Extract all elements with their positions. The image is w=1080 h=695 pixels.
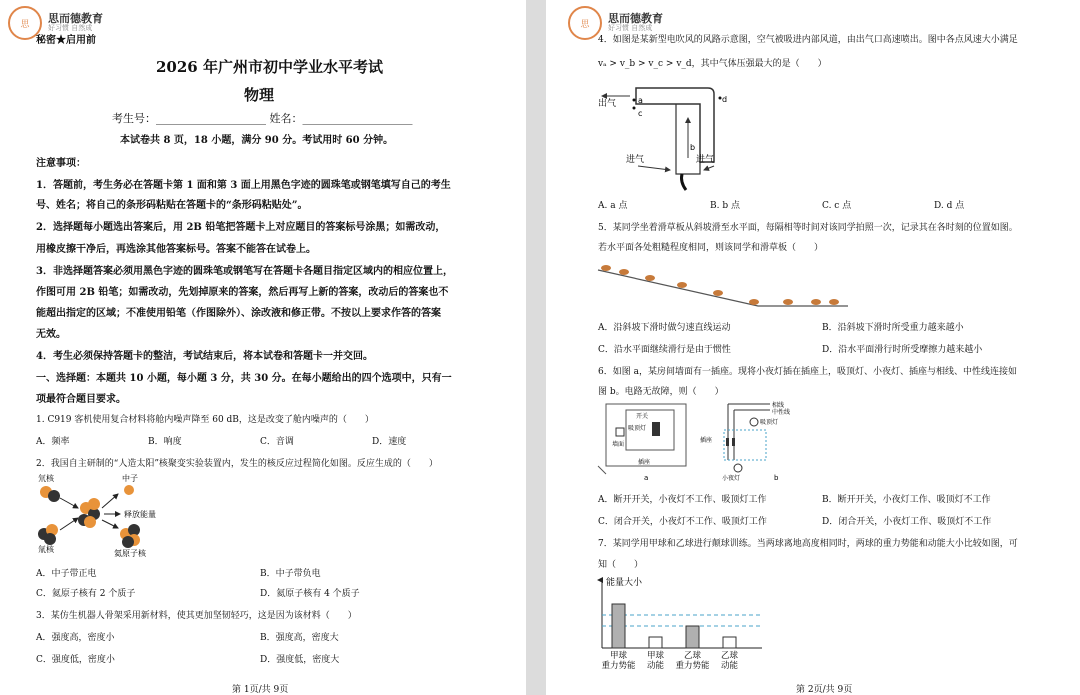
inlet-label-1: 进气	[626, 155, 645, 165]
point-a-label: a	[638, 96, 643, 105]
question-4-formula: vₐ > v_b > v_c > v_d，其中气体压强最大的是（ ）	[598, 59, 827, 69]
point-b-label: b	[690, 143, 696, 152]
option-b: B. b 点	[710, 201, 740, 211]
question-6: 6．如图 a，某房间墙面有一插座。现将小夜灯插在插座上，吸顶灯、小夜灯、插座与相线、中性线连接如	[598, 367, 1017, 377]
energy-label: 释放能量	[124, 510, 156, 519]
note-line: 无效。	[36, 329, 66, 340]
switch-label: 开关	[636, 413, 649, 420]
chart-category-label: 动能	[720, 661, 739, 671]
logo-tagline: 好习惯 自然成	[608, 24, 653, 32]
option-a: A．沿斜坡下滑时做匀速直线运动	[598, 323, 731, 333]
wall-label: 墙面	[612, 441, 625, 448]
page-gap	[526, 0, 546, 695]
fusion-reaction-figure	[34, 470, 184, 558]
tritium-label: 氚核	[38, 545, 54, 554]
free-neutron	[124, 485, 134, 495]
chart-bar	[612, 604, 625, 648]
logo-name: 思而德教育	[608, 12, 663, 25]
section-heading-cont: 项最符合题目要求。	[36, 394, 126, 405]
option-b: B．断开开关，小夜灯工作、吸顶灯不工作	[822, 495, 991, 505]
logo-tagline: 好习惯 自然成	[48, 24, 93, 32]
inlet-label-2: 进气	[696, 155, 715, 165]
option-b: B．强度高，密度大	[260, 633, 339, 643]
option-b: B．中子带负电	[260, 569, 321, 579]
live-wire-label: 相线	[772, 402, 785, 409]
note-line: 作图可用 2B 铅笔；如需改动，先划掉原来的答案，然后再写上新的答案，改动后的答案也不	[36, 287, 449, 298]
tritium-neutron	[44, 533, 56, 545]
document-page-1	[0, 0, 526, 695]
exam-info: 本试卷共 8 页，18 小题，满分 90 分。考试用时 60 分钟。	[120, 135, 394, 146]
energy-bar-chart	[596, 574, 766, 674]
option-d: D．速度	[372, 437, 407, 447]
option-c: C．强度低，密度小	[36, 655, 115, 665]
note-line: 2．选择题每小题选出答案后，用 2B 铅笔把答题卡上对应题目的答案标号涂黑；如需改动，	[36, 222, 446, 233]
id-name-line: 考生号：____________________ 姓名：____________________	[112, 112, 413, 125]
night-lamp-label: 小夜灯	[722, 475, 741, 482]
figure-b-label: b	[774, 474, 779, 482]
question-7: 7．某同学用甲球和乙球进行颠球训练。当两球离地高度相同时，两球的重力势能和动能大小比较如图，可	[598, 539, 1018, 549]
option-c: C. c 点	[822, 201, 852, 211]
option-d: D．氦原子核有 4 个质子	[260, 589, 360, 599]
logo-name: 思而德教育	[48, 12, 103, 25]
question-6-cont: 图 b。电路无故障，则（ ）	[598, 387, 724, 397]
chart-category-label: 重力势能	[675, 661, 710, 671]
note-line: 3．非选择题答案必须用黑色字迹的圆珠笔或钢笔写在答题卡各题目指定区域内的相应位置上，	[36, 266, 453, 277]
chart-category-label: 重力势能	[601, 661, 636, 671]
subject-title: 物理	[244, 86, 275, 104]
socket-label: 插座	[638, 459, 651, 466]
outlet-label: 出气	[598, 99, 617, 109]
chart-ylabel: 能量大小	[606, 578, 643, 588]
secret-mark: 秘密★启用前	[36, 35, 96, 46]
option-a: A．中子带正电	[36, 569, 97, 579]
logo-seal-icon: 思	[8, 6, 42, 40]
option-c: C．沿水平面继续滑行是由于惯性	[598, 345, 731, 355]
chart-category-label: 乙球	[683, 651, 702, 661]
option-c: C．闭合开关，小夜灯不工作、吸顶灯工作	[598, 517, 767, 527]
option-a: A. a 点	[598, 201, 628, 211]
deuterium-label: 氘核	[38, 474, 54, 483]
chart-category-label: 甲球	[609, 651, 628, 661]
deuterium-neutron	[48, 490, 60, 502]
socket-label-b: 插座	[700, 437, 713, 444]
chart-bar	[649, 637, 662, 648]
chart-category-label: 甲球	[646, 651, 665, 661]
option-c: C．氦原子核有 2 个质子	[36, 589, 136, 599]
ceiling-lamp-label: 吸顶灯	[628, 425, 647, 432]
note-line: 号、姓名；将自己的条形码粘贴在答题卡的“条形码粘贴处”。	[36, 200, 308, 211]
question-1: 1. C919 客机使用复合材料将舱内噪声降至 60 dB，这是改变了舱内噪声的（ ）	[36, 415, 374, 425]
option-b: B．响度	[148, 437, 182, 447]
note-line: 用橡皮擦干净后，再选涂其他答案标号。答案不能答在试卷上。	[36, 244, 316, 255]
point-c-label: c	[638, 109, 643, 118]
option-d: D. d 点	[934, 201, 965, 211]
point-d-label: d	[722, 95, 728, 104]
option-b: B．沿斜坡下滑时所受重力越来越小	[822, 323, 964, 333]
question-3: 3．某仿生机器人骨架采用新材料，使其更加坚韧轻巧，这是因为该材料（ ）	[36, 611, 357, 621]
hair-dryer-figure	[596, 78, 726, 190]
note-line: 4．考生必须保持答题卡的整洁，考试结束后，将本试卷和答题卡一并交回。	[36, 351, 373, 362]
option-a: A．强度高，密度小	[36, 633, 115, 643]
option-c: C．音调	[260, 437, 294, 447]
chart-category-label: 乙球	[720, 651, 739, 661]
chart-category-label: 动能	[646, 661, 665, 671]
question-4: 4．如图是某新型电吹风的风路示意图，空气被吸进内部风道，由出气口高速喷出。图中各点风速大小满足	[598, 35, 1018, 45]
option-d: D．强度低，密度大	[260, 655, 340, 665]
helium-label: 氦原子核	[114, 549, 146, 558]
question-7-cont: 知（ ）	[598, 560, 644, 570]
neutron-label: 中子	[122, 474, 138, 483]
logo-seal-icon: 思	[568, 6, 602, 40]
chart-bar	[686, 626, 699, 648]
page-footer: 第 2页/共 9页	[796, 685, 853, 695]
section-heading: 一、选择题：本题共 10 小题，每小题 3 分，共 30 分。在每小题给出的四个选项中，只有一	[36, 373, 452, 384]
exam-title: 2026 年广州市初中学业水平考试	[156, 58, 383, 76]
neutral-wire-label: 中性线	[772, 409, 791, 416]
notice-heading: 注意事项：	[36, 158, 86, 169]
chart-bar	[723, 637, 736, 648]
option-d: D．闭合开关，小夜灯工作、吸顶灯不工作	[822, 517, 992, 527]
circuit-figure	[598, 400, 838, 482]
ceiling-lamp-label-b: 吸顶灯	[760, 419, 779, 426]
page-footer: 第 1页/共 9页	[232, 685, 289, 695]
document-page-2	[546, 0, 1080, 695]
note-line: 能超出指定的区域；不准使用铅笔（作图除外）、涂改液和修正带。不按以上要求作答的答案	[36, 308, 441, 319]
note-line: 1．答题前，考生务必在答题卡第 1 面和第 3 面上用黑色字迹的圆珠笔或钢笔填写自己的考生	[36, 180, 451, 191]
question-5: 5．某同学坐着滑草板从斜坡滑至水平面，每隔相等时间对该同学拍照一次，记录其在各时刻的位置如图。	[598, 223, 1018, 233]
question-2: 2．我国自主研制的“人造太阳”核聚变实验装置内，发生的核反应过程简化如图。反应生成的（ ）	[36, 459, 438, 469]
figure-a-label: a	[644, 474, 649, 482]
question-5-cont: 若水平面各处粗糙程度相同，则该同学和滑草板（ ）	[598, 243, 824, 253]
option-d: D．沿水平面滑行时所受摩擦力越来越小	[822, 345, 983, 355]
option-a: A．频率	[36, 437, 70, 447]
option-a: A．断开开关，小夜灯不工作、吸顶灯工作	[598, 495, 767, 505]
slope-sliding-figure	[598, 258, 848, 312]
